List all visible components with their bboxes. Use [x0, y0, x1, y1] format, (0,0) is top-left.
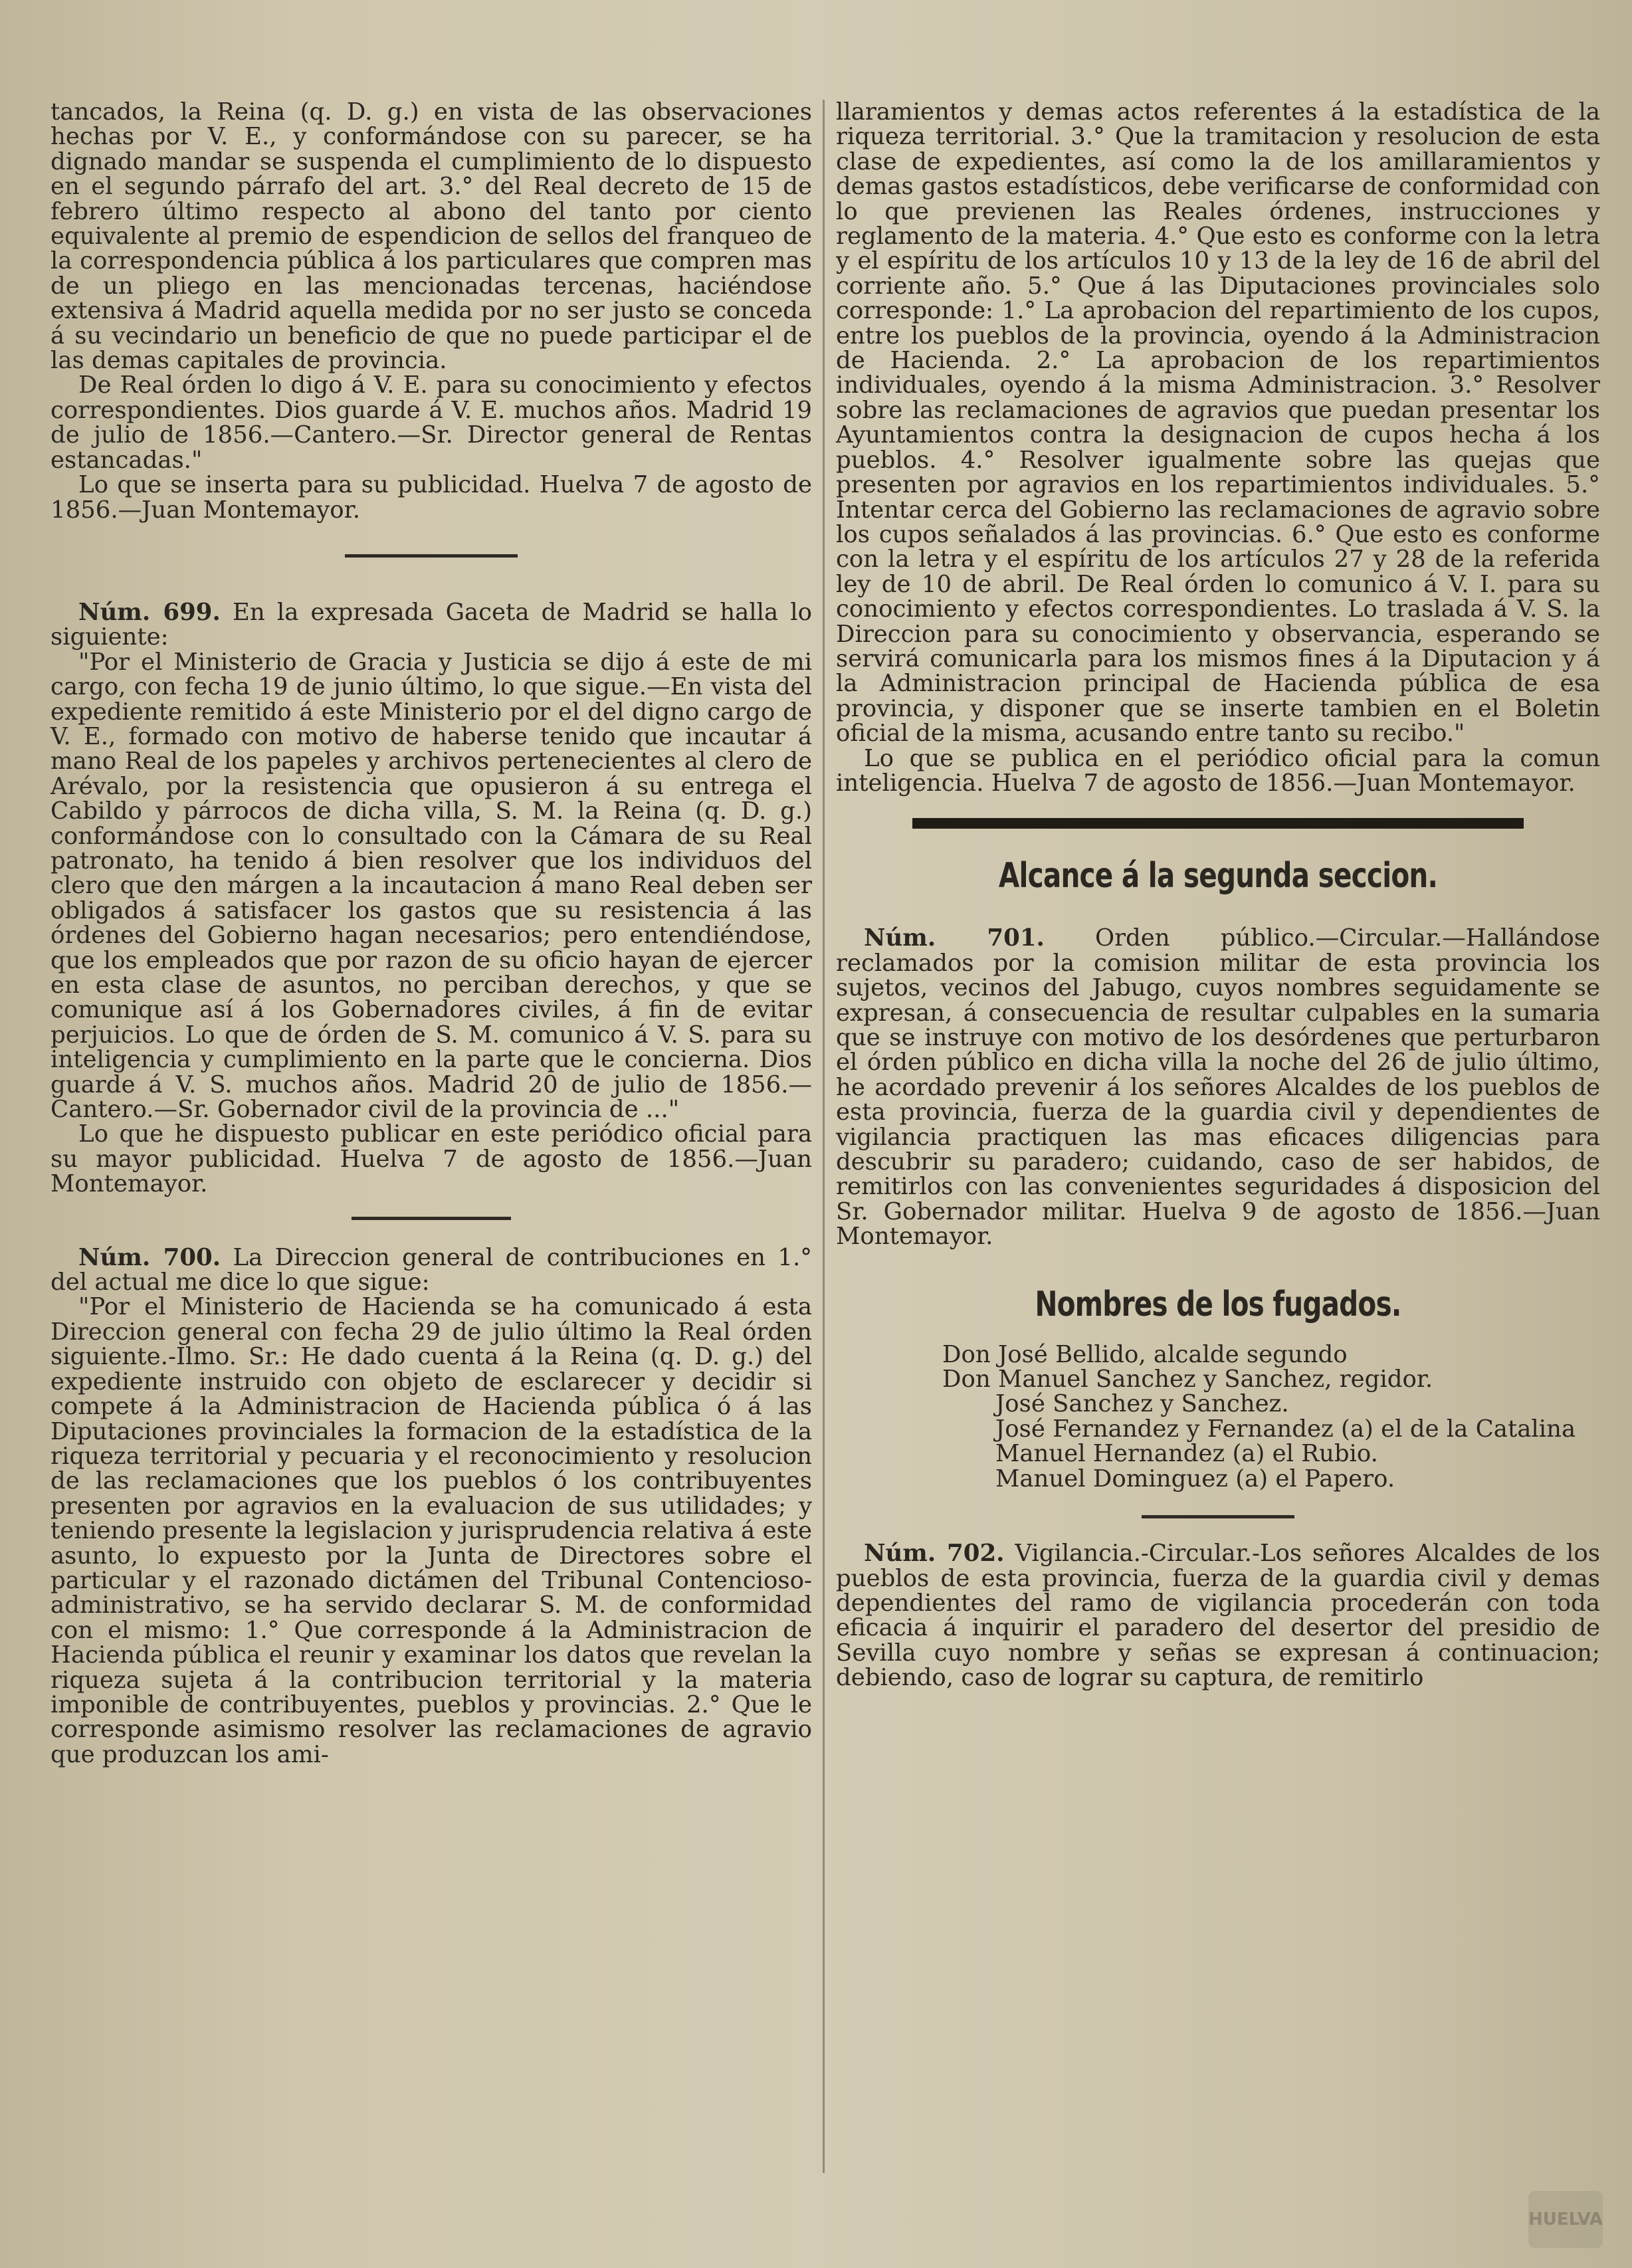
- item-body: Vigilancia.-Circular.-Los señores Alcaldes de los pueblos de esta provincia, fuerza de la guardia civil y demas dependientes del ramo de vigilancia procederán con toda eficacia á inquirir el paradero del desertor del presidio de Sevilla cuyo nombre y señas se expresan á continuacion; debiendo, caso de lograr su captura, de remitirlo: [836, 1540, 1600, 1692]
- section-title: Alcance á la segunda seccion.: [998, 856, 1438, 896]
- divider-rule: [352, 1217, 511, 1220]
- list-item: Manuel Hernandez (a) el Rubio.: [995, 1440, 1378, 1468]
- paragraph: tancados, la Reina (q. D. g.) en vista de las observaciones hechas por V. E., y conformándose con su parecer, se ha dignado mandar se suspenda el cumplimiento de lo dispuesto en el segundo párrafo del art. 3.° del Real decreto de 15 de febrero último respecto al abono del tanto por ciento equivalente al premio de espendicion de sellos del franqueo de la correspondencia pública á los particulares que compren mas de un pliego en las mencionadas tercenas, haciéndose extensiva á Madrid aquella medida por no ser justo se conceda á su vecindario un beneficio de que no puede participar el de las demas capitales de provincia.: [51, 98, 812, 375]
- right-column: [836, 100, 1600, 1691]
- item-number: Núm. 701.: [864, 924, 1045, 952]
- item-701: [836, 926, 1600, 1249]
- list-item: José Sanchez y Sanchez.: [995, 1390, 1289, 1418]
- item-699: [51, 600, 812, 650]
- item-number: Núm. 700.: [78, 1243, 221, 1271]
- section-rule: [912, 818, 1524, 829]
- library-stamp: HUELVA: [1528, 2191, 1603, 2248]
- list-item: José Fernandez y Fernandez (a) el de la Catalina: [995, 1415, 1576, 1443]
- paragraph: "Por el Ministerio de Hacienda se ha comunicado á esta Direccion general con fecha 29 de julio último la Real órden siguiente.-Ilmo. Sr.: He dado cuenta á la Reina (q. D. g.) del expediente instruido con objeto de esclarecer y decidir si compete á la Administracion de Hacienda pública ó á las Diputaciones provinciales la formacion de la estadística de la riqueza territorial y pecuaria y el reconocimiento y resolucion de las reclamaciones que los pueblos ó los contribuyentes presenten por agravios en la evaluacion de sus utilidades; y teniendo presente la legislacion y jurisprudencia relativa á este asunto, lo expuesto por la Junta de Directores sobre el particular y el razonado dictámen del Tribunal Contencioso-administrativo, se ha servido declarar S. M. de conformidad con el mismo: 1.° Que corresponde á la Administracion de Hacienda pública el reunir y examinar los datos que revelan la riqueza sujeta á la contribucion territorial y la materia imponible de contribuyentes, pueblos y provincias. 2.° Que le corresponde asimismo resolver las reclamaciones de agravio que produzcan los ami-: [51, 1293, 813, 1768]
- item-number: Núm. 702.: [864, 1540, 1005, 1568]
- column-divider: [823, 100, 825, 2173]
- item-700: [51, 1245, 812, 1295]
- fugitives-title: Nombres de los fugados.: [1035, 1284, 1401, 1324]
- paragraph: "Por el Ministerio de Gracia y Justicia se dijo á este de mi cargo, con fecha 19 de junio último, lo que sigue.—En vista del expediente remitido á este Ministerio por el del digno cargo de V. E., formado con motivo de haberse tenido que incautar á mano Real de los papeles y archivos pertenecientes al clero de Arévalo, por la resistencia que opusieron á su entrega el Cabildo y párrocos de dicha villa, S. M. la Reina (q. D. g.) conformándose con lo consultado con la Cámara de su Real patronato, ha tenido á bien resolver que los individuos del clero que den márgen a la incautacion á mano Real deben ser obligados á satisfacer los gastos que su resistencia á las órdenes del Gobierno hagan necesarios; pero entendiéndose, que los empleados que por razon de su oficio hayan de ejercer en esta clase de asuntos, no perciban derechos, y que se comunique así á los Gobernadores civiles, á fin de evitar perjuicios. Lo que de órden de S. M. comunico á V. S. para su inteligencia y cumplimiento en la parte que le concierna. Dios guarde á V. S. muchos años. Madrid 20 de julio de 1856.—Cantero.—Sr. Gobernador civil de la provincia de ...": [51, 648, 812, 1124]
- list-item: Manuel Dominguez (a) el Papero.: [995, 1465, 1395, 1493]
- divider-rule: [345, 554, 518, 558]
- fugitives-list: [836, 1342, 1600, 1491]
- list-item: Don Manuel Sanchez y Sanchez, regidor.: [942, 1366, 1433, 1393]
- item-702: [836, 1541, 1600, 1690]
- paragraph: Lo que se publica en el periódico oficial para la comun inteligencia. Huelva 7 de agosto de 1856.—Juan Montemayor.: [836, 744, 1600, 797]
- paragraph: llaramientos y demas actos referentes á la estadística de la riqueza territorial. 3.° Que la tramitacion y resolucion de esta clase de expedientes, así como la de los amillaramientos y demas gastos estadísticos, debe verificarse de conformidad con lo que previenen las Reales órdenes, instrucciones y reglamento de la materia. 4.° Que esto es conforme con la letra y el espíritu de los artículos 10 y 13 de la ley de 16 de abril del corriente año. 5.° Que á las Diputaciones provinciales solo corresponde: 1.° La aprobacion del repartimiento de los cupos, entre los pueblos de la provincia, oyendo á la Administracion de Hacienda. 2.° La aprobacion de los repartimientos individuales, oyendo á la misma Administracion. 3.° Resolver sobre las reclamaciones de agravios que puedan presentar los Ayuntamientos contra la designacion de cupos hecha á los pueblos. 4.° Resolver igualmente sobre las quejas que presenten por agravios en los repartimientos individuales. 5.° Intentar cerca del Gobierno las reclamaciones de agravio sobre los cupos señalados á las provincias. 6.° Que esto es conforme con la letra y el espíritu de los artículos 27 y 28 de la referida ley de 10 de abril. De Real órden lo comunico á V. I. para su conocimiento y efectos correspondientes. Lo traslada á V. S. la Direccion para su conocimiento y observancia, esperando se servirá comunicarla para los mismos fines á la Diputacion y á la Administracion principal de Hacienda pública de esa provincia, y disponer que se inserte tambien en el Boletin oficial de la misma, acusando entre tanto su recibo.": [836, 98, 1600, 748]
- item-number: Núm. 699.: [78, 598, 221, 626]
- list-item: Don José Bellido, alcalde segundo: [942, 1340, 1348, 1368]
- item-body: Orden público.—Circular.—Hallándose reclamados por la comision militar de esta provincia los sujetos, vecinos del Jabugo, cuyos nombres seguidamente se expresan, á consecuencia de resultar culpables en la sumaria que se instruye con motivo de los desórdenes que perturbaron el órden público en dicha villa la noche del 26 de julio último, he acordado prevenir á los señores Alcaldes de los pueblos de esta provincia, fuerza de la guardia civil y dependientes de vigilancia practiquen las mas eficaces diligencias para descubrir su paradero; cuidando, caso de ser habidos, de remitirlos con las convenientes seguridades á disposicion del Sr. Gobernador militar. Huelva 9 de agosto de 1856.—Juan Montemayor.: [836, 924, 1600, 1251]
- left-column: [51, 100, 812, 1767]
- paragraph: Lo que se inserta para su publicidad. Huelva 7 de agosto de 1856.—Juan Montemayor.: [51, 471, 812, 524]
- item-intro: En la expresada Gaceta de Madrid se halla lo siguiente:: [51, 598, 812, 651]
- paragraph: Lo que he dispuesto publicar en este periódico oficial para su mayor publicidad. Huelva 7 de agosto de 1856.—Juan Montemayor.: [51, 1120, 812, 1198]
- item-intro: La Direccion general de contribuciones en 1.° del actual me dice lo que sigue:: [51, 1243, 812, 1296]
- divider-rule: [1142, 1515, 1294, 1518]
- paragraph: De Real órden lo digo á V. E. para su conocimiento y efectos correspondientes. Dios guarde á V. E. muchos años. Madrid 19 de julio de 1856.—Cantero.—Sr. Director general de Rentas estancadas.": [51, 371, 812, 474]
